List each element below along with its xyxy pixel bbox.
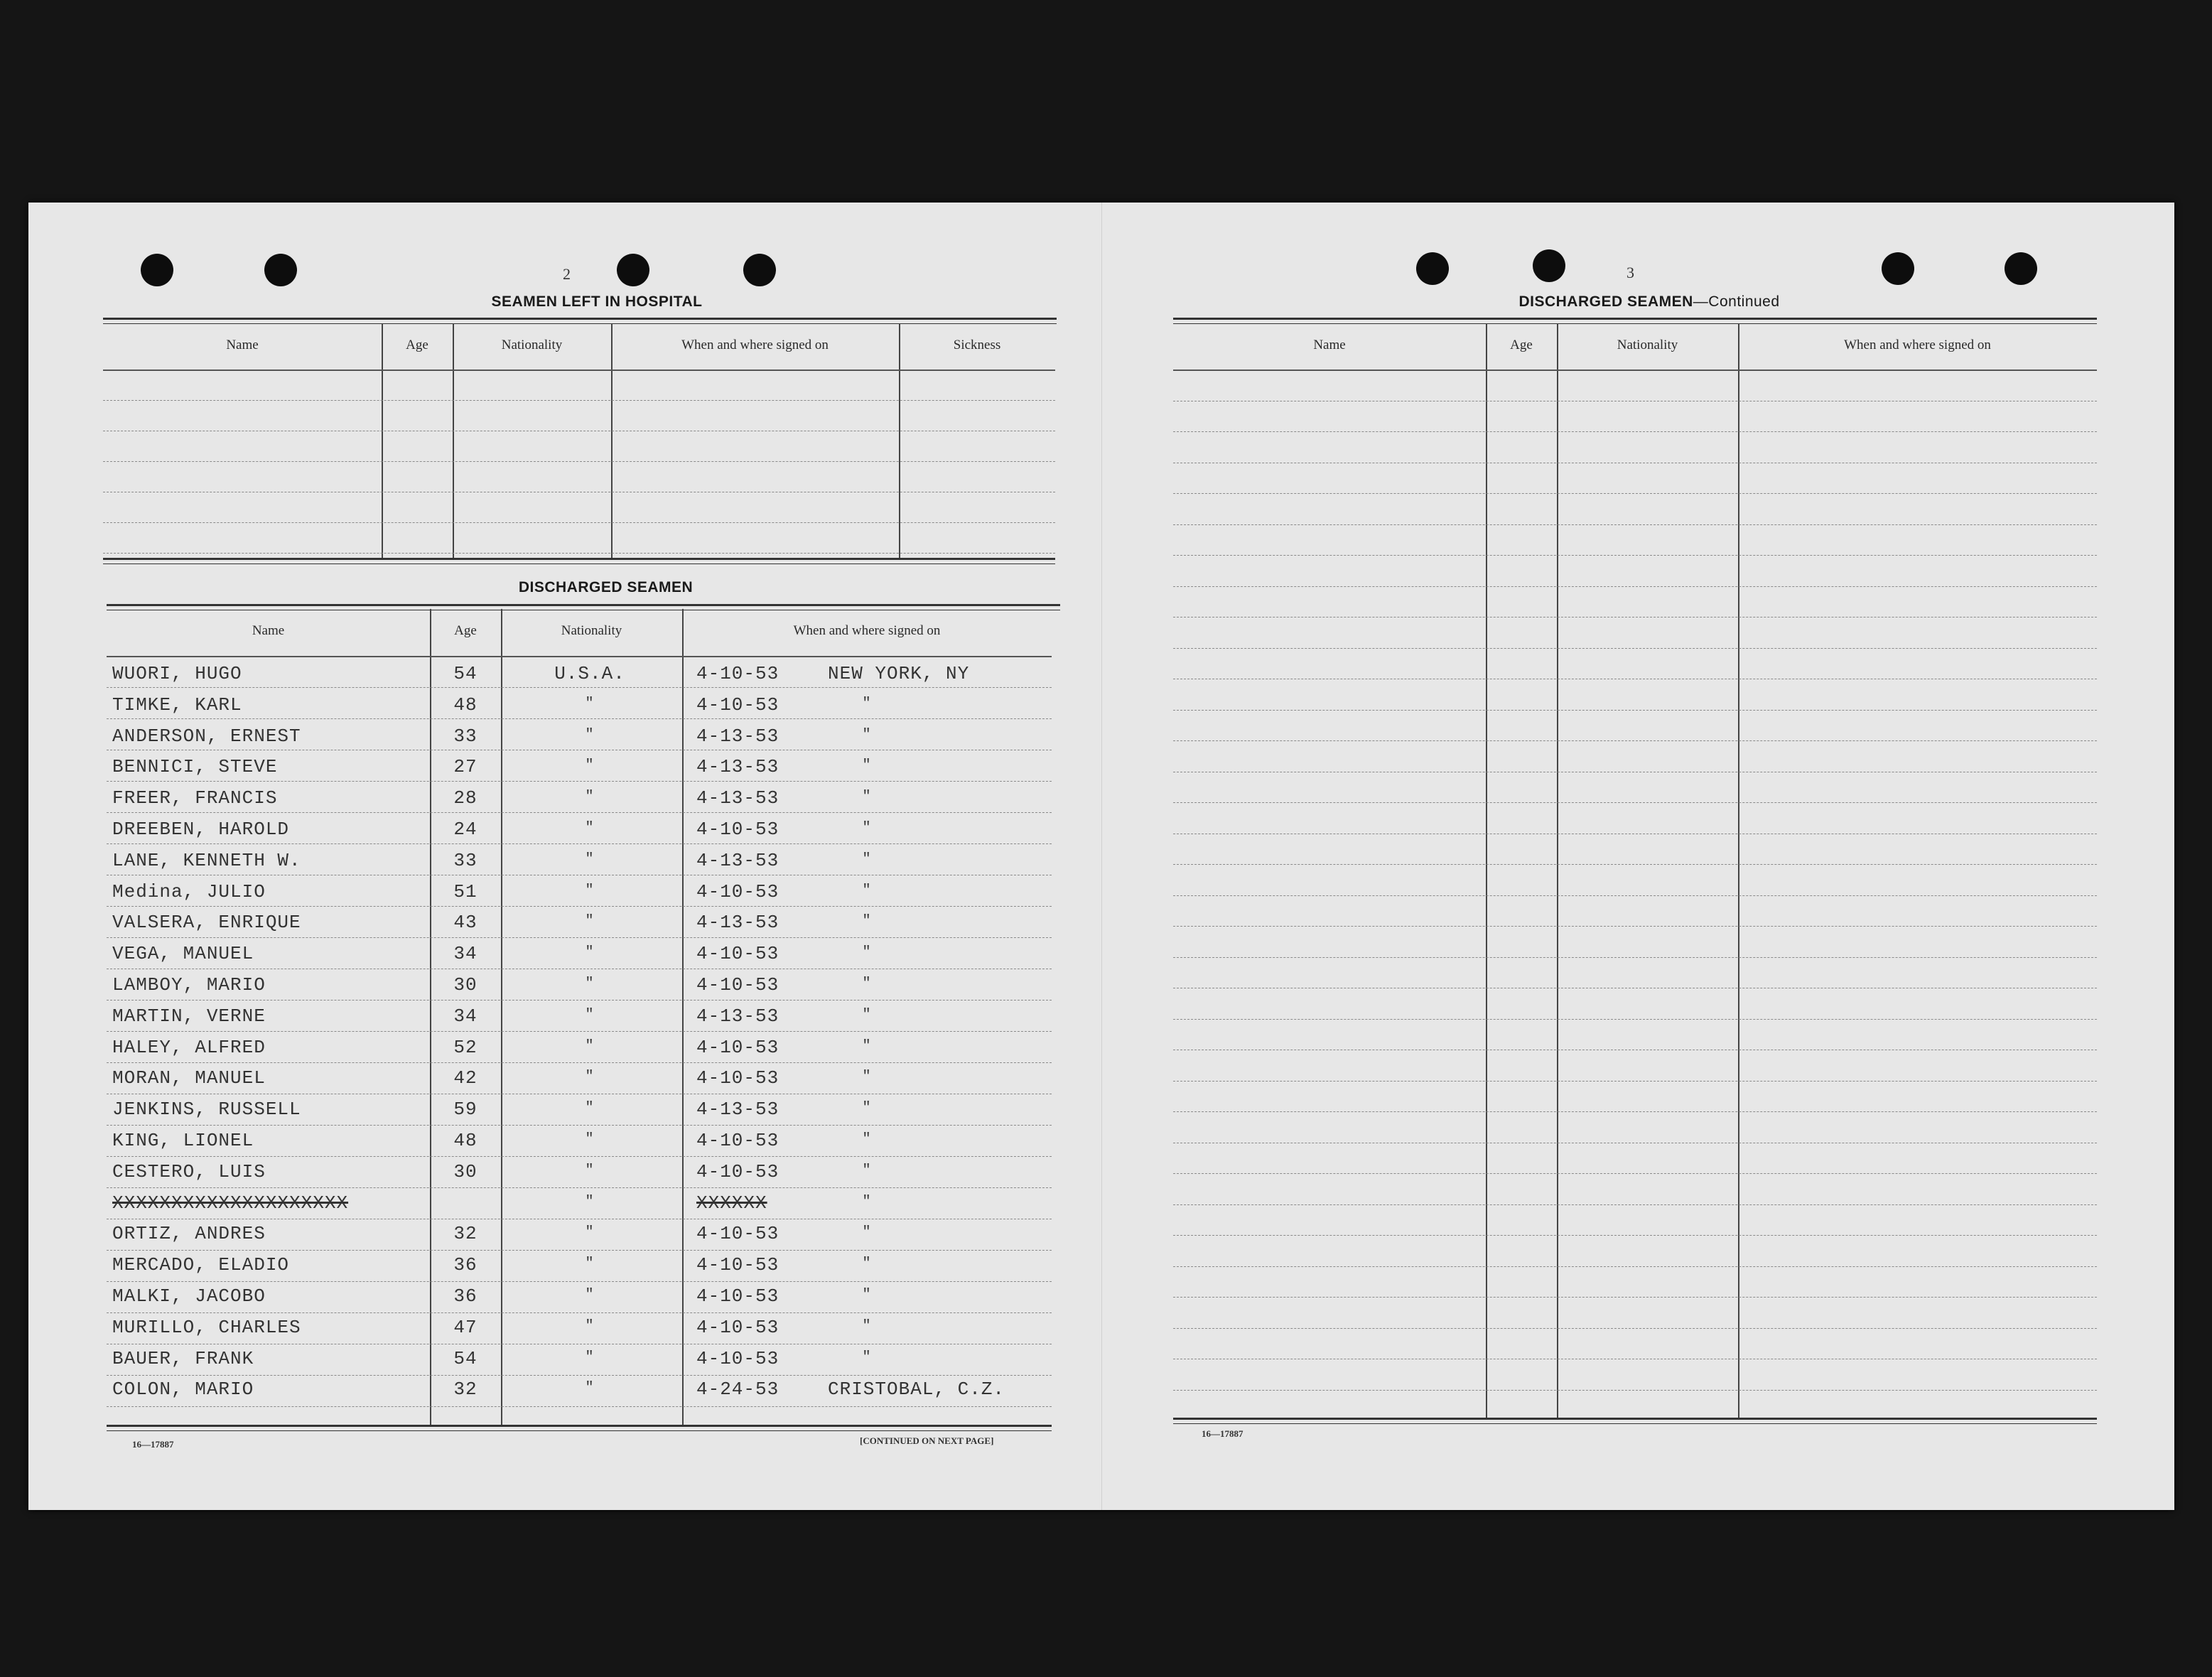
seaman-nationality: " [585,757,595,775]
seaman-name: XXXXXXXXXXXXXXXXXXXX [112,1192,349,1214]
table-row [28,1317,1094,1348]
section-rule [103,318,1057,324]
seaman-name: MALKI, JACOBO [112,1285,266,1307]
table-row [28,850,1094,881]
row-line [1173,1111,2097,1112]
signed-on-place: " [862,820,872,836]
signed-on-place: NEW YORK, NY [828,663,970,684]
table-bottom-rule [1173,1418,2097,1424]
signed-on-place: " [862,726,872,743]
signed-on-date: 4-10-53 [696,1285,779,1307]
seaman-name: CESTERO, LUIS [112,1160,266,1182]
signed-on-place: " [862,1256,872,1273]
signed-on-date: 4-10-53 [696,1223,779,1245]
signed-on-place: " [862,882,872,899]
column-divider [1486,323,1487,1418]
row-line [103,553,1055,554]
section-rule [107,604,1060,610]
column-header-signed-on: When and where signed on [681,338,829,352]
row-line [1173,555,2097,556]
seaman-age: 24 [453,819,478,840]
row-line [103,461,1055,462]
table-bottom-rule [107,1425,1052,1431]
signed-on-date: 4-10-53 [696,1347,779,1369]
seaman-name: ANDERSON, ERNEST [112,725,301,747]
row-line [1173,493,2097,494]
page-number: 2 [563,265,571,283]
seaman-age: 48 [453,694,478,716]
seaman-nationality: " [585,1100,595,1117]
signed-on-place: " [862,944,872,961]
seaman-nationality: " [585,976,595,992]
signed-on-date: 4-13-53 [696,1099,779,1121]
seaman-nationality: " [585,1193,595,1210]
ledger-sheet [28,203,2174,1510]
seaman-name: ORTIZ, ANDRES [112,1223,266,1245]
row-line [1173,1297,2097,1298]
table-row [28,663,1094,694]
continued-note: [CONTINUED ON NEXT PAGE] [860,1435,994,1446]
seaman-nationality: " [585,695,595,712]
seaman-name: VEGA, MANUEL [112,943,254,965]
table-row [28,974,1094,1005]
seaman-nationality: " [585,1287,595,1303]
seaman-name: LAMBOY, MARIO [112,974,266,996]
seaman-nationality: " [585,1349,595,1366]
table-row [28,1130,1094,1161]
seaman-age: 30 [453,1160,478,1182]
continued-section-title [1472,293,1827,311]
column-header-nationality: Nationality [501,338,563,352]
row-line [1173,1081,2097,1082]
signed-on-date: 4-13-53 [696,756,779,778]
seaman-name: BENNICI, STEVE [112,756,278,778]
signed-on-place: " [862,976,872,992]
signed-on-place: " [862,1006,872,1023]
seaman-nationality: " [585,913,595,930]
signed-on-place: " [862,851,872,868]
seaman-nationality: " [585,1069,595,1086]
column-header-signed-on: When and where signed on [1844,338,1991,352]
row-line [1173,1173,2097,1174]
row-line [103,400,1055,401]
row-line [1173,802,2097,803]
seaman-name: HALEY, ALFRED [112,1036,266,1058]
row-line [1173,1390,2097,1391]
seaman-age: 52 [453,1036,478,1058]
column-header-name: Name [1313,338,1346,352]
signed-on-place: " [862,913,872,930]
signed-on-place: " [862,1193,872,1210]
seaman-age: 48 [453,1130,478,1151]
seaman-name: Medina, JULIO [112,880,266,902]
header-underline [107,656,1052,657]
signed-on-place: " [862,1287,872,1303]
seaman-age: 32 [453,1379,478,1401]
seaman-age: 47 [453,1316,478,1338]
row-line [1173,740,2097,741]
seaman-name: FREER, FRANCIS [112,787,278,809]
table-row [28,881,1094,912]
table-row [28,1161,1094,1192]
signed-on-place: " [862,1224,872,1241]
column-header-nationality: Nationality [561,623,622,638]
row-line [1173,710,2097,711]
seaman-nationality: " [585,1131,595,1148]
punch-hole [141,254,173,286]
signed-on-date: 4-10-53 [696,1036,779,1058]
column-header-name: Name [252,623,285,638]
seaman-nationality: " [585,1380,595,1397]
row-line [1173,1266,2097,1267]
seaman-age: 33 [453,725,478,747]
row-line [1173,524,2097,525]
table-row [28,912,1094,943]
punch-hole [264,254,297,286]
signed-on-date: 4-10-53 [696,943,779,965]
table-row [28,819,1094,850]
seaman-nationality: " [585,944,595,961]
seaman-name: BAUER, FRANK [112,1347,254,1369]
seaman-age: 42 [453,1067,478,1089]
table-row [28,943,1094,974]
punch-hole [743,254,776,286]
table-row [28,1223,1094,1254]
signed-on-date: 4-10-53 [696,1254,779,1276]
signed-on-date: 4-13-53 [696,912,779,934]
section-title-text: DISCHARGED SEAMEN [1518,293,1693,310]
signed-on-date: 4-10-53 [696,974,779,996]
seaman-name: MORAN, MANUEL [112,1067,266,1089]
signed-on-place: " [862,1037,872,1055]
hospital-section-title: SEAMEN LEFT IN HOSPITAL [491,293,703,310]
seaman-nationality: " [585,726,595,743]
page-number: 3 [1626,264,1634,281]
seaman-name: MERCADO, ELADIO [112,1254,290,1276]
signed-on-date: XXXXXX [696,1192,767,1214]
seaman-age: 36 [453,1254,478,1276]
seaman-age: 51 [453,880,478,902]
form-number: 16—17887 [1202,1428,1243,1439]
punch-hole [2005,252,2037,285]
section-title-suffix: —Continued [1693,293,1780,310]
column-header-nationality: Nationality [1617,338,1678,352]
seaman-name: JENKINS, RUSSELL [112,1099,301,1121]
table-row [28,1379,1094,1410]
row-line [1173,926,2097,927]
row-line [1173,648,2097,649]
signed-on-date: 4-24-53 [696,1379,779,1401]
signed-on-date: 4-10-53 [696,694,779,716]
table-row [28,694,1094,726]
section-rule [1173,318,2097,324]
seaman-name: MURILLO, CHARLES [112,1316,301,1338]
signed-on-place: " [862,1100,872,1117]
seaman-nationality: " [585,1006,595,1023]
seaman-nationality: " [585,851,595,868]
signed-on-date: 4-10-53 [696,880,779,902]
signed-on-date: 4-13-53 [696,787,779,809]
signed-on-place: " [862,757,872,775]
table-row [28,1067,1094,1099]
seaman-age: 36 [453,1285,478,1307]
seaman-age: 54 [453,1347,478,1369]
table-row [28,1285,1094,1317]
signed-on-place: " [862,1317,872,1334]
seaman-age: 30 [453,974,478,996]
seaman-name: TIMKE, KARL [112,694,242,716]
discharged-section-title: DISCHARGED SEAMEN [518,579,694,595]
table-row [28,756,1094,787]
seaman-name: MARTIN, VERNE [112,1005,266,1027]
signed-on-date: 4-10-53 [696,819,779,840]
row-line [1173,895,2097,896]
seaman-age: 54 [453,663,478,684]
seaman-nationality: " [585,1037,595,1055]
signed-on-place: " [862,1162,872,1179]
signed-on-date: 4-10-53 [696,663,779,684]
signed-on-date: 4-13-53 [696,849,779,871]
row-line [1173,1328,2097,1329]
right-page [1101,203,2175,1510]
punch-hole [1416,252,1449,285]
column-header-name: Name [226,338,259,352]
seaman-nationality: " [585,789,595,806]
row-line [1173,1235,2097,1236]
table-row [28,1348,1094,1379]
seaman-age: 59 [453,1099,478,1121]
table-row [28,1254,1094,1285]
table-row [28,1192,1094,1224]
row-line [1173,957,2097,958]
form-number: 16—17887 [132,1439,174,1450]
punch-hole [1533,249,1565,282]
punch-hole [1882,252,1914,285]
seaman-age: 34 [453,943,478,965]
seaman-name: LANE, KENNETH W. [112,849,301,871]
row-line [1173,1204,2097,1205]
seaman-age: 32 [453,1223,478,1245]
table-bottom-rule [103,558,1055,564]
seaman-age: 43 [453,912,478,934]
signed-on-place: " [862,789,872,806]
seaman-name: DREEBEN, HAROLD [112,819,290,840]
header-underline [103,370,1055,371]
signed-on-place: " [862,1069,872,1086]
punch-hole [617,254,649,286]
seaman-nationality: " [585,1256,595,1273]
seaman-age: 27 [453,756,478,778]
row-line [1173,1019,2097,1020]
seaman-name: WUORI, HUGO [112,663,242,684]
seaman-nationality: " [585,1317,595,1334]
table-row [28,1099,1094,1130]
table-row [28,1037,1094,1068]
seaman-age: 28 [453,787,478,809]
seaman-nationality: " [585,1162,595,1179]
row-line [103,522,1055,523]
seaman-age: 33 [453,849,478,871]
seaman-nationality: " [585,882,595,899]
seaman-name: KING, LIONEL [112,1130,254,1151]
signed-on-date: 4-10-53 [696,1067,779,1089]
signed-on-date: 4-13-53 [696,725,779,747]
signed-on-date: 4-10-53 [696,1316,779,1338]
column-header-age: Age [1510,338,1533,352]
signed-on-place: " [862,1131,872,1148]
signed-on-date: 4-13-53 [696,1005,779,1027]
seaman-nationality: U.S.A. [554,663,625,684]
seaman-nationality: " [585,820,595,836]
column-header-signed-on: When and where signed on [793,623,941,638]
column-divider [1738,323,1739,1418]
table-row [28,1005,1094,1037]
row-line [1173,431,2097,432]
signed-on-date: 4-10-53 [696,1130,779,1151]
column-header-age: Age [406,338,428,352]
table-row [28,787,1094,819]
signed-on-place: " [862,1349,872,1366]
row-line [1173,864,2097,865]
table-row [28,726,1094,757]
row-line [1173,586,2097,587]
seaman-nationality: " [585,1224,595,1241]
signed-on-place: CRISTOBAL, C.Z. [828,1379,1005,1401]
header-underline [1173,370,2097,371]
seaman-name: VALSERA, ENRIQUE [112,912,301,934]
seaman-name: COLON, MARIO [112,1379,254,1401]
signed-on-place: " [862,695,872,712]
row-line [1173,617,2097,618]
column-header-age: Age [454,623,477,638]
seaman-age: 34 [453,1005,478,1027]
signed-on-date: 4-10-53 [696,1160,779,1182]
column-divider [1557,323,1558,1418]
column-header-sickness: Sickness [953,338,1001,352]
left-page [28,203,1101,1510]
